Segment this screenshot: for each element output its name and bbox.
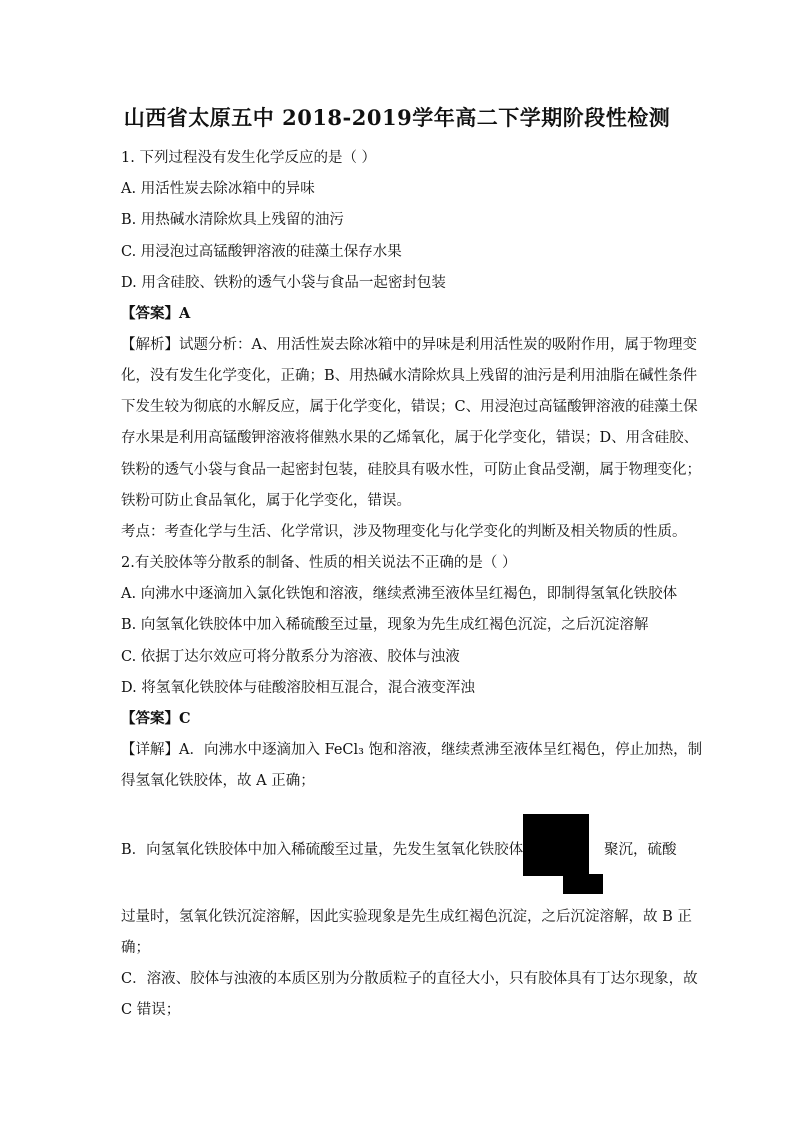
redacted-image-block <box>563 874 603 894</box>
question-2-detail-b-line1-left: B．向氢氧化铁胶体中加入稀硫酸至过量，先发生氢氧化铁胶体 <box>121 842 524 858</box>
question-1-option-d: D. 用含硅胶、铁粉的透气小袋与食品一起密封包装 <box>121 275 446 291</box>
question-2-option-a: A. 向沸水中逐滴加入氯化铁饱和溶液，继续煮沸至液体呈红褐色，即制得氢氧化铁胶体 <box>121 586 678 602</box>
question-2-detail-a-line2: 得氢氧化铁胶体，故 A 正确； <box>121 773 315 789</box>
question-1-option-c: C. 用浸泡过高锰酸钾溶液的硅藻土保存水果 <box>121 244 402 260</box>
question-1-kaodian: 考点：考查化学与生活、化学常识，涉及物理变化与化学变化的判断及相关物质的性质。 <box>121 524 687 540</box>
question-1-analysis-line: 铁粉可防止食品氧化，属于化学变化，错误。 <box>121 493 411 509</box>
question-2-stem: 2.有关胶体等分散系的制备、性质的相关说法不正确的是（ ） <box>121 555 517 571</box>
question-2-detail-c-line1: C．溶液、胶体与浊液的本质区别为分散质粒子的直径大小，只有胶体具有丁达尔现象，故 <box>121 971 698 987</box>
question-2-detail-b-line3: 确； <box>121 940 150 956</box>
question-2-option-b: B. 向氢氧化铁胶体中加入稀硫酸至过量，现象为先生成红褐色沉淀，之后沉淀溶解 <box>121 617 649 633</box>
question-2-option-d: D. 将氢氧化铁胶体与硅酸溶胶相互混合，混合液变浑浊 <box>121 680 475 696</box>
question-1-analysis-line: 存水果是利用高锰酸钾溶液将催熟水果的乙烯氧化，属于化学变化，错误；D、用含硅胶、 <box>121 430 699 446</box>
question-1-analysis-line: 下发生较为彻底的水解反应，属于化学变化，错误；C、用浸泡过高锰酸钾溶液的硅藻土保 <box>121 399 698 415</box>
question-2-answer: 【答案】C <box>121 710 191 727</box>
question-2-option-c: C. 依据丁达尔效应可将分散系分为溶液、胶体与浊液 <box>121 649 460 665</box>
question-2-detail-b-line2: 过量时，氢氧化铁沉淀溶解，因此实验现象是先生成红褐色沉淀，之后沉淀溶解，故 B 正 <box>121 909 692 925</box>
question-1-answer: 【答案】A <box>121 305 191 322</box>
question-1-analysis-line: 化，没有发生化学变化，正确；B、用热碱水清除炊具上残留的油污是利用油脂在碱性条件 <box>121 368 698 384</box>
question-2-detail-b-line1-right: 聚沉，硫酸 <box>604 842 677 858</box>
question-1-stem: 1. 下列过程没有发生化学反应的是（ ） <box>121 150 377 166</box>
question-2-detail-a-line1: 【详解】A．向沸水中逐滴加入 FeCl₃ 饱和溶液，继续煮沸至液体呈红褐色，停止加热，制 <box>121 742 703 758</box>
question-1-option-a: A. 用活性炭去除冰箱中的异味 <box>121 181 315 197</box>
question-2-detail-c-line2: C 错误； <box>121 1002 181 1018</box>
redacted-image-block <box>523 814 589 876</box>
page-title: 山西省太原五中 2018-2019学年高二下学期阶段性检测 <box>123 105 671 130</box>
question-1-analysis-line: 铁粉的透气小袋与食品一起密封包装，硅胶具有吸水性，可防止食品受潮，属于物理变化； <box>121 462 701 478</box>
question-1-analysis-line: 【解析】试题分析：A、用活性炭去除冰箱中的异味是利用活性炭的吸附作用，属于物理变 <box>121 337 697 353</box>
question-1-option-b: B. 用热碱水清除炊具上残留的油污 <box>121 212 344 228</box>
